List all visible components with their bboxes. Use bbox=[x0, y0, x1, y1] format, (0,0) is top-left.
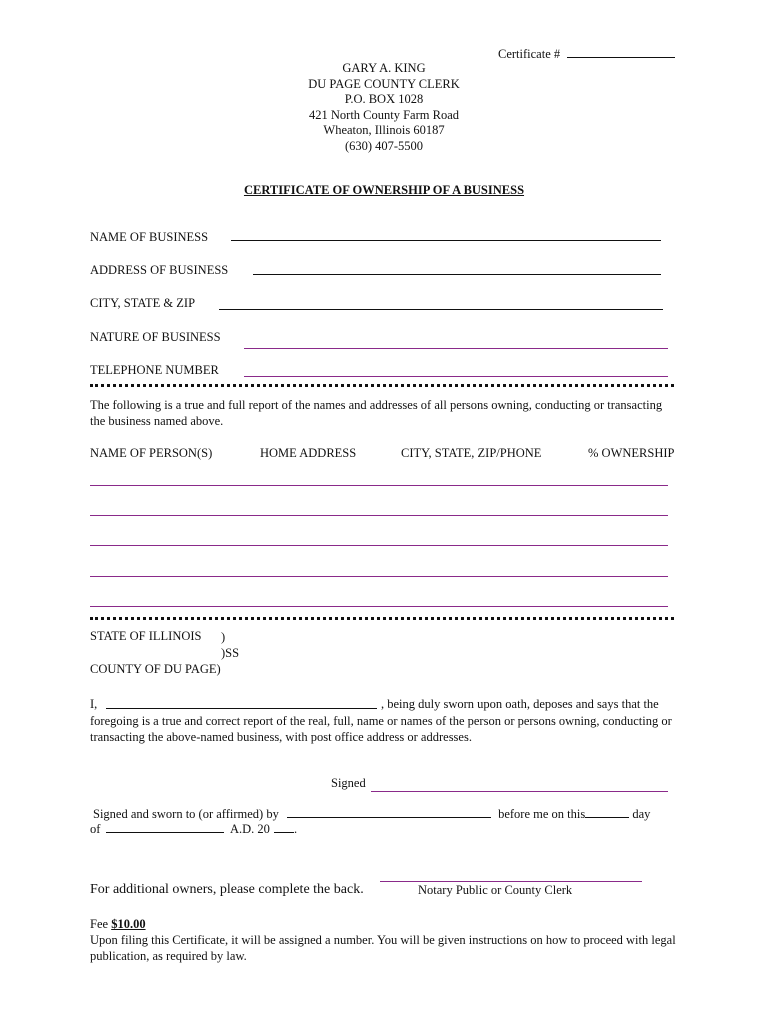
notary-label: Notary Public or County Clerk bbox=[418, 883, 573, 897]
sworn-day-blank[interactable] bbox=[585, 806, 629, 818]
field-label-city-state-zip: CITY, STATE & ZIP bbox=[90, 296, 196, 310]
signed-label: Signed bbox=[331, 776, 366, 790]
certificate-number-label: Certificate # bbox=[498, 47, 561, 61]
owner-entry-line[interactable] bbox=[90, 576, 668, 577]
owner-entry-line[interactable] bbox=[90, 606, 668, 607]
clerk-city: Wheaton, Illinois 60187 bbox=[323, 123, 445, 137]
business-name-line[interactable] bbox=[231, 240, 661, 241]
fee-amount: $10.00 bbox=[111, 917, 146, 931]
column-header-city: CITY, STATE, ZIP/PHONE bbox=[401, 446, 542, 460]
oath-line-3: transacting the above-named business, with post office address or addresses. bbox=[90, 730, 472, 744]
owner-entry-line[interactable] bbox=[90, 485, 668, 486]
oath-line-2: foregoing is a true and correct report of the real, full, name or names of the person or persons owning, conducting or bbox=[90, 714, 672, 728]
filing-note-line-1: Upon filing this Certificate, it will be assigned a number. You will be given instructions on how to proceed with legal bbox=[90, 933, 676, 947]
owner-entry-line[interactable] bbox=[90, 515, 668, 516]
dotted-divider-top bbox=[90, 384, 674, 387]
fee bbox=[90, 917, 146, 932]
business-address-line[interactable] bbox=[253, 274, 661, 275]
nature-of-business-line[interactable] bbox=[244, 348, 668, 349]
notary-signature-line[interactable] bbox=[380, 881, 642, 882]
sworn-year-blank[interactable] bbox=[274, 821, 294, 833]
city-state-zip-line[interactable] bbox=[219, 309, 663, 310]
certificate-number-blank[interactable] bbox=[567, 46, 675, 58]
column-header-ownership: % OWNERSHIP bbox=[588, 446, 675, 460]
sworn-by-blank[interactable] bbox=[287, 806, 491, 818]
sworn-text-ad: A.D. 20 bbox=[229, 822, 270, 836]
field-label-business-address: ADDRESS OF BUSINESS bbox=[90, 263, 229, 277]
dotted-divider-bottom bbox=[90, 617, 674, 620]
sworn-line-1 bbox=[93, 806, 650, 822]
sworn-text-c: day bbox=[632, 807, 651, 821]
certificate-number bbox=[498, 46, 675, 62]
form-title: CERTIFICATE OF OWNERSHIP OF A BUSINESS bbox=[243, 183, 525, 197]
field-label-telephone: TELEPHONE NUMBER bbox=[90, 363, 219, 377]
column-header-address: HOME ADDRESS bbox=[260, 446, 357, 460]
clerk-street: 421 North County Farm Road bbox=[309, 107, 459, 122]
oath-line-1: , being duly sworn upon oath, deposes and says that the bbox=[381, 697, 659, 711]
signature-line[interactable] bbox=[371, 791, 668, 792]
sworn-month-blank[interactable] bbox=[106, 821, 224, 833]
field-label-business-name: NAME OF BUSINESS bbox=[90, 230, 209, 244]
venue-paren: ) bbox=[221, 630, 226, 644]
additional-owners-note: For additional owners, please complete the back. bbox=[90, 882, 364, 897]
report-statement-line-2: the business named above. bbox=[90, 414, 224, 428]
owner-entry-line[interactable] bbox=[90, 545, 668, 546]
venue-ss: )SS bbox=[221, 646, 240, 660]
sworn-text-of: of bbox=[90, 822, 101, 836]
sworn-text-period: . bbox=[294, 822, 298, 836]
venue-state: STATE OF ILLINOIS bbox=[90, 629, 202, 643]
sworn-line-2 bbox=[90, 821, 297, 837]
clerk-header bbox=[234, 61, 534, 154]
sworn-text-a: Signed and sworn to (or affirmed) by bbox=[93, 807, 279, 821]
affiant-name-line[interactable] bbox=[106, 708, 377, 709]
clerk-name: GARY A. KING bbox=[342, 61, 426, 75]
report-statement-line-1: The following is a true and full report of the names and addresses of all persons owning, conducting or transacting bbox=[90, 398, 663, 412]
fee-label: Fee bbox=[90, 917, 109, 931]
clerk-title: DU PAGE COUNTY CLERK bbox=[308, 76, 460, 91]
clerk-po-box: P.O. BOX 1028 bbox=[344, 92, 424, 106]
sworn-text-b: before me on this bbox=[498, 807, 586, 821]
oath-prefix: I, bbox=[90, 697, 98, 711]
filing-note-line-2: publication, as required by law. bbox=[90, 949, 247, 963]
telephone-line[interactable] bbox=[244, 376, 668, 377]
column-header-name: NAME OF PERSON(S) bbox=[90, 446, 213, 460]
venue-county: COUNTY OF DU PAGE) bbox=[90, 662, 221, 676]
clerk-phone: (630) 407-5500 bbox=[344, 138, 424, 153]
field-label-nature-of-business: NATURE OF BUSINESS bbox=[90, 330, 221, 344]
